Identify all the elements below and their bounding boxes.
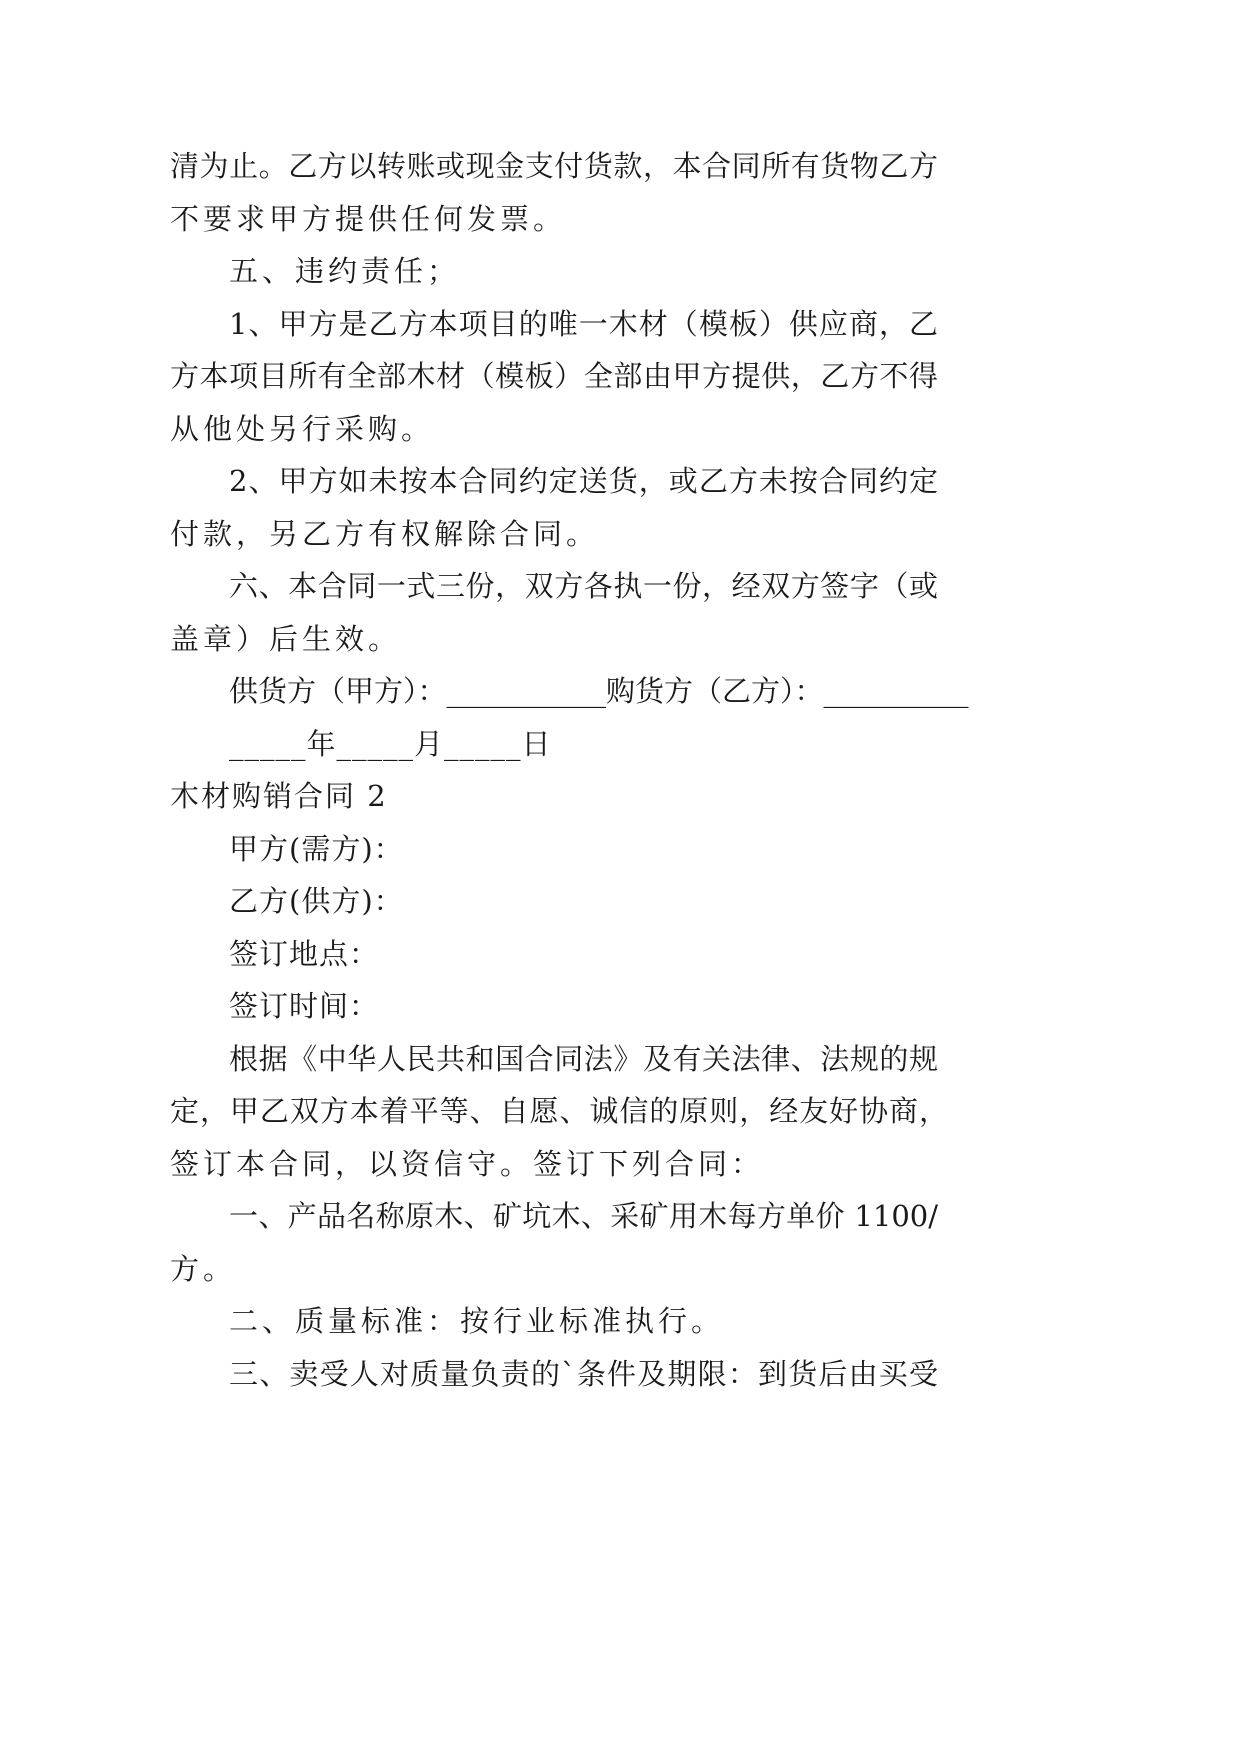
text-line: 方。 (170, 1252, 237, 1286)
party-a-label: 甲方(需方)： (229, 832, 404, 866)
text-line: 方本项目所有全部木材（模板）全部由甲方提供，乙方不得 (170, 359, 938, 393)
text-line: 从他处另行采购。 (170, 412, 435, 446)
signature-line: 供货方（甲方）：___________购货方（乙方）：__________ (229, 674, 969, 708)
text-line: 签订本合同，以资信守。签订下列合同： (170, 1147, 765, 1181)
text-line: 不要求甲方提供任何发票。 (170, 202, 567, 236)
signing-place-label: 签订地点： (229, 937, 380, 971)
text-line: 三、卖受人对质量负责的`条件及期限：到货后由买受 (229, 1357, 938, 1391)
text-line: 付款，另乙方有权解除合同。 (170, 517, 600, 551)
text-line: 一、产品名称原木、矿坑木、采矿用木每方单价 1100/ (229, 1199, 938, 1233)
contract-title: 木材购销合同 2 (170, 779, 388, 813)
text-line: 1、甲方是乙方本项目的唯一木材（模板）供应商，乙 (229, 307, 938, 341)
date-line: _____年_____月_____日 (229, 727, 552, 761)
text-line: 2、甲方如未按本合同约定送货，或乙方未按合同约定 (229, 464, 938, 498)
text-line: 二、质量标准：按行业标准执行。 (229, 1304, 725, 1338)
text-line: 盖章）后生效。 (170, 622, 402, 656)
text-line: 六、本合同一式三份，双方各执一份，经双方签字（或 (229, 569, 938, 603)
signing-time-label: 签订时间： (229, 989, 380, 1023)
text-line: 清为止。乙方以转账或现金支付货款，本合同所有货物乙方 (170, 149, 938, 183)
section-heading: 五、违约责任； (229, 254, 461, 288)
text-line: 定，甲乙双方本着平等、自愿、诚信的原则，经友好协商， (170, 1094, 948, 1128)
party-b-label: 乙方(供方)： (229, 884, 404, 918)
text-line: 根据《中华人民共和国合同法》及有关法律、法规的规 (229, 1042, 938, 1076)
